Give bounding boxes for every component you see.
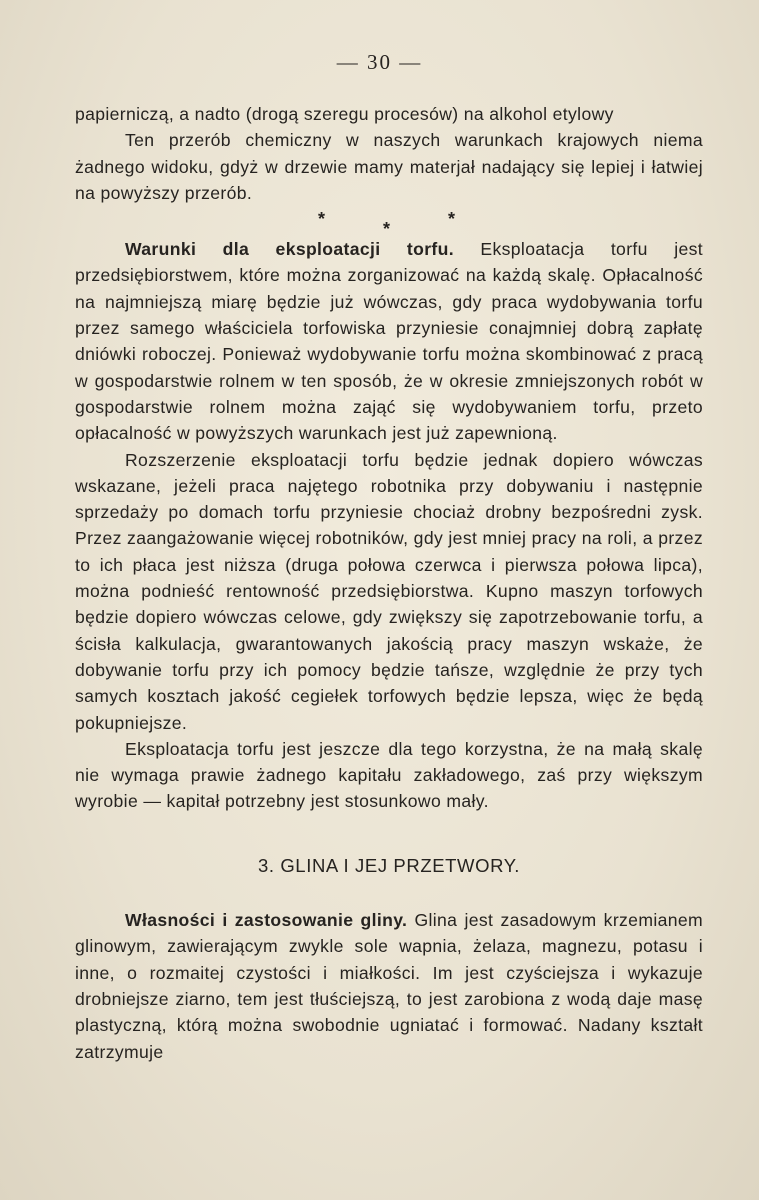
paragraph-text: Glina jest zasadowym krzemianem glinowym, zawierającym zwykle sole wapnia, żelaza, magnezu, potasu i inne, o rozmaitej czystości i miałkości. Im jest czyściejsza i wykazuje drobniejsze ziarno, tem jest tłuściejszą, to jest zarobiona z wodą daje masę plastyczną, którą można swobodnie ugniatać i formować. Nadany kształt zatrzymuje [75,910,703,1062]
section-separator [75,206,703,240]
section-title: 3. GLINA I JEJ PRZETWORY. [257,854,521,876]
paragraph-text: Eksploatacja torfu jest przedsiębiorstwem, które można zorganizować na każdą skalę. Opłacalność na najmniejszą miarę będzie już wówczas, gdy praca wydobywania torfu przez samego właściciela torfowiska przyniesie conajmniej dobrą zapłatę dniówki roboczej. Ponieważ wydobywanie torfu można skombinować z pracą w gospodarstwie rolnem w ten sposób, że w okresie zmniejszonych robót w gospodarstwie rolnem można zająć się wydobywaniem torfu, przeto opłacalność w powyższych warunkach jest już zapewnioną. [75,239,703,444]
paragraph-continuation: papierniczą, a nadto (drogą szeregu procesów) na alkohol etylowy [75,104,614,124]
run-in-heading: Własności i zastosowanie gliny. [125,910,408,931]
paragraph-clay-properties [75,907,703,1065]
separator-star: * [383,219,391,240]
paragraph-chemical-processing: Ten przerób chemiczny w naszych warunkach krajowych niema żadnego widoku, gdyż w drzewie mamy materjał nadający się lepiej i łatwiej na powyższy przerób. [75,130,703,203]
paragraph-peat-expansion: Rozszerzenie eksploatacji torfu będzie jednak dopiero wówczas wskazane, jeżeli praca najętego robotnika przy dobywaniu i następnie sprzedaży po domach torfu przyniesie chociaż drobny bezpośredni zysk. Przez zaangażowanie więcej robotników, gdy jest mniej pracy na roli, a przez to ich płaca jest niższa (druga połowa czerwca i pierwsza połowa lipca), można podnieść rentowność przedsiębiorstwa. Kupno maszyn torfowych będzie dopiero wówczas celowe, gdy zwiększy się zapotrzebowanie torfu, a ścisła kalkulacja, gwarantowanych jakością pracy maszyn wskaże, że dobywanie torfu przy ich pomocy będzie tańsze, względnie że przy tych samych kosztach jakość cegiełek torfowych będzie lepsza, więc że będą pokupniejsze. [75,449,703,733]
separator-star: * [318,209,326,230]
separator-star: * [448,209,456,230]
paragraph-peat-conditions [75,236,703,446]
run-in-heading: Warunki dla eksploatacji torfu. [125,239,454,260]
page-body [75,101,703,1065]
page-number: — 30 — [336,50,423,74]
paragraph-peat-capital: Eksploatacja torfu jest jeszcze dla tego korzystna, że na małą skalę nie wymaga prawie żadnego kapitału zakładowego, zaś przy większym wyrobie — kapitał potrzebny jest stosunkowo mały. [75,738,703,812]
